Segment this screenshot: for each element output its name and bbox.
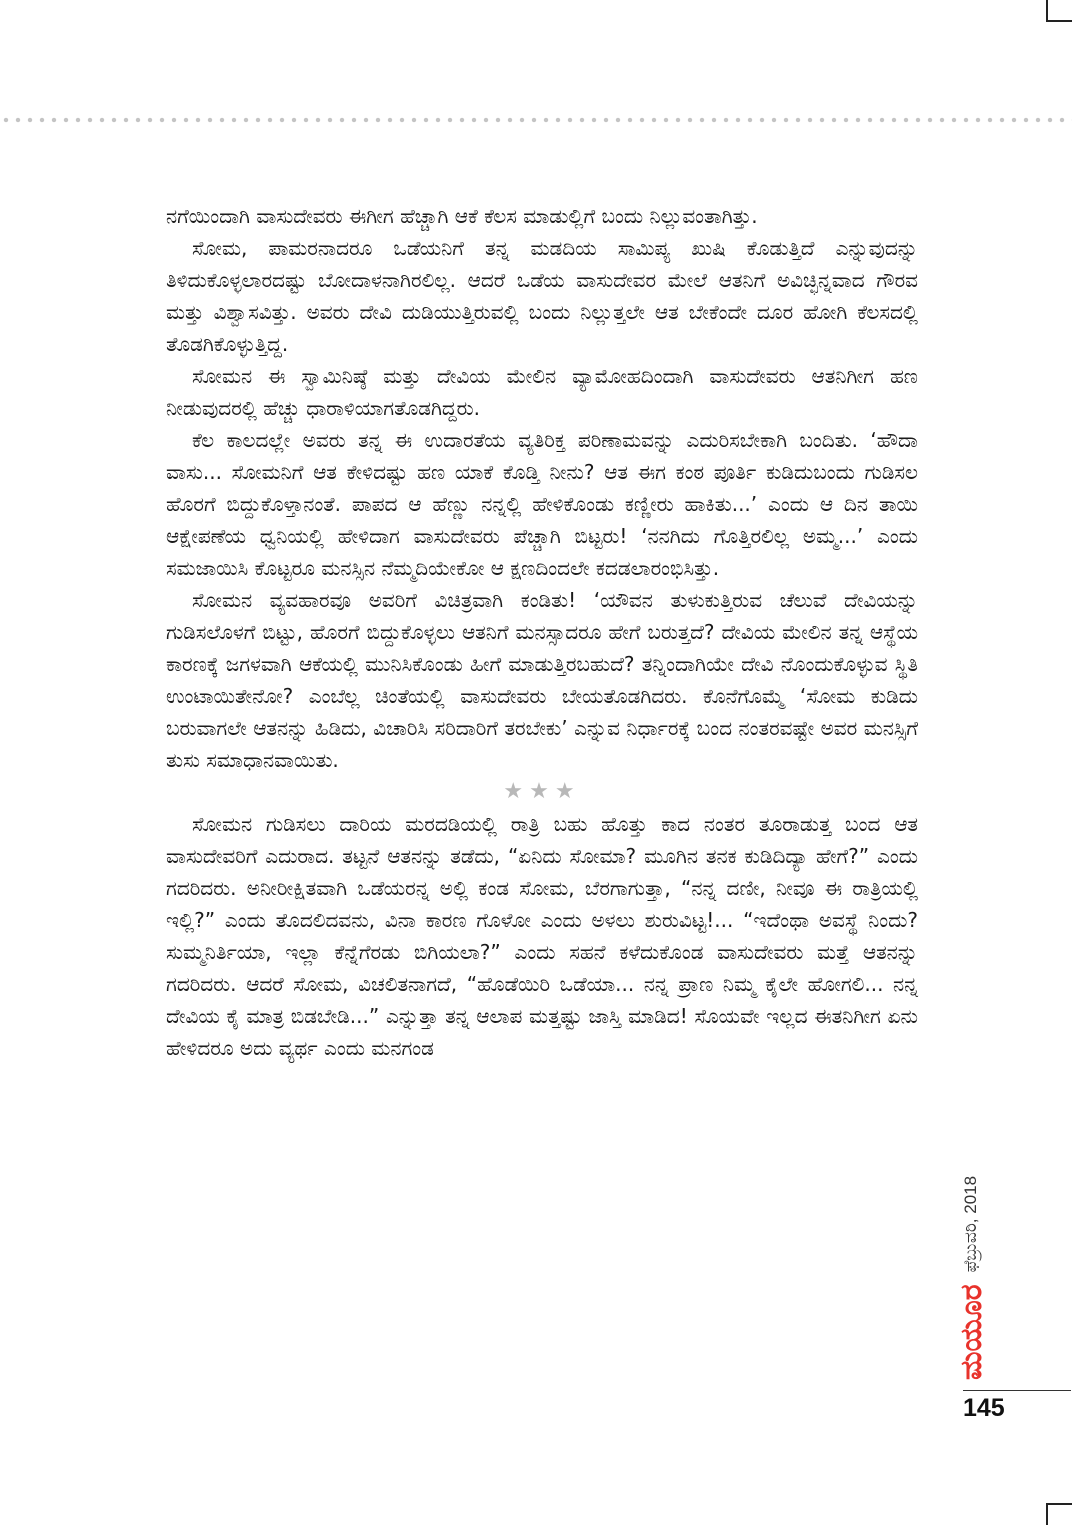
paragraph: ನಗೆಯಿಂದಾಗಿ ವಾಸುದೇವರು ಈಗೀಗ ಹೆಚ್ಚಾಗಿ ಆಕೆ ಕೆಲಸ ಮಾಡುಲ್ಲಿಗೆ ಬಂದು ನಿಲ್ಲುವಂತಾಗಿತ್ತು.: [166, 204, 758, 228]
magazine-name: ಮಯೂರ: [953, 1284, 989, 1380]
dotted-divider: [0, 117, 1072, 123]
article-body: [166, 200, 918, 1064]
page-number: 145: [963, 1394, 1005, 1422]
crop-mark-top-right-h: [1046, 20, 1072, 22]
page-number-rule: [963, 1390, 1071, 1391]
paragraph: ಸೋಮ, ಪಾಮರನಾದರೂ ಒಡೆಯನಿಗೆ ತನ್ನ ಮಡದಿಯ ಸಾಮಿಪ್ಯ ಖುಷಿ ಕೊಡುತ್ತಿದೆ ಎನ್ನುವುದನ್ನು ತಿಳಿದುಕೊಳ್ಳಲಾರದಷ್ಟು ಬೋದಾಳನಾಗಿರಲಿಲ್ಲ. ಆದರೆ ಒಡೆಯ ವಾಸುದೇವರ ಮೇಲೆ ಆತನಿಗೆ ಅವಿಚ್ಛಿನ್ನವಾದ ಗೌರವ ಮತ್ತು ವಿಶ್ವಾಸವಿತ್ತು. ಅವರು ದೇವಿ ದುಡಿಯುತ್ತಿರುವಲ್ಲಿ ಬಂದು ನಿಲ್ಲುತ್ತಲೇ ಆತ ಬೇಕೆಂದೇ ದೂರ ಹೋಗಿ ಕೆಲಸದಲ್ಲಿ ತೊಡಗಿಕೊಳ್ಳುತ್ತಿದ್ದ.: [166, 236, 918, 356]
issue-date: ಫೆಬ್ರುವರಿ, 2018: [961, 1175, 980, 1273]
magazine-sidebar: [948, 1100, 994, 1380]
paragraph: ಕೆಲ ಕಾಲದಲ್ಲೇ ಅವರು ತನ್ನ ಈ ಉದಾರತೆಯ ವ್ಯತಿರಿಕ್ತ ಪರಿಣಾಮವನ್ನು ಎದುರಿಸಬೇಕಾಗಿ ಬಂದಿತು. ‘ಹೌದಾ ವಾಸು... ಸೋಮನಿಗೆ ಆತ ಕೇಳಿದಷ್ಟು ಹಣ ಯಾಕೆ ಕೊಡ್ತಿ ನೀನು? ಆತ ಈಗ ಕಂಠ ಪೂರ್ತಿ ಕುಡಿದುಬಂದು ಗುಡಿಸಲ ಹೊರಗೆ ಬಿದ್ದುಕೊಳ್ತಾನಂತೆ. ಪಾಪದ ಆ ಹೆಣ್ಣು ನನ್ನಲ್ಲಿ ಹೇಳಿಕೊಂಡು ಕಣ್ಣೀರು ಹಾಕಿತು...’ ಎಂದು ಆ ದಿನ ತಾಯಿ ಆಕ್ಷೇಪಣೆಯ ಧ್ವನಿಯಲ್ಲಿ ಹೇಳಿದಾಗ ವಾಸುದೇವರು ಪೆಚ್ಚಾಗಿ ಬಿಟ್ಟರು! ‘ನನಗಿದು ಗೊತ್ತಿರಲಿಲ್ಲ ಅಮ್ಮ...’ ಎಂದು ಸಮಜಾಯಿಸಿ ಕೊಟ್ಟರೂ ಮನಸ್ಸಿನ ನೆಮ್ಮದಿಯೇಕೋ ಆ ಕ್ಷಣದಿಂದಲೇ ಕದಡಲಾರಂಭಿಸಿತ್ತು.: [166, 428, 918, 580]
crop-mark-top-right: [1046, 0, 1048, 22]
crop-mark-bottom-right-h: [1046, 1503, 1072, 1505]
section-divider: ★★★: [503, 779, 581, 804]
paragraph: ಸೋಮನ ಈ ಸ್ವಾಮಿನಿಷ್ಠೆ ಮತ್ತು ದೇವಿಯ ಮೇಲಿನ ವ್ಯಾಮೋಹದಿಂದಾಗಿ ವಾಸುದೇವರು ಆತನಿಗೀಗ ಹಣ ನೀಡುವುದರಲ್ಲಿ ಹೆಚ್ಚು ಧಾರಾಳಿಯಾಗತೊಡಗಿದ್ದರು.: [166, 364, 918, 420]
paragraph: ಸೋಮನ ಗುಡಿಸಲು ದಾರಿಯ ಮರದಡಿಯಲ್ಲಿ ರಾತ್ರಿ ಬಹು ಹೊತ್ತು ಕಾದ ನಂತರ ತೂರಾಡುತ್ತ ಬಂದ ಆತ ವಾಸುದೇವರಿಗೆ ಎದುರಾದ. ತಟ್ಟನೆ ಆತನನ್ನು ತಡೆದು, “ಏನಿದು ಸೋಮಾ? ಮೂಗಿನ ತನಕ ಕುಡಿದಿದ್ಯಾ ಹೇಗೆ?” ಎಂದು ಗದರಿದರು. ಅನೀರೀಕ್ಷಿತವಾಗಿ ಒಡೆಯರನ್ನ ಅಲ್ಲಿ ಕಂಡ ಸೋಮ, ಬೆರಗಾಗುತ್ತಾ, “ನನ್ನ ದಣೀ, ನೀವೂ ಈ ರಾತ್ರಿಯಲ್ಲಿ ಇಲ್ಲಿ?” ಎಂದು ತೊದಲಿದವನು, ವಿನಾ ಕಾರಣ ಗೊಳೋ ಎಂದು ಅಳಲು ಶುರುವಿಟ್ಟ!... “ಇದೆಂಥಾ ಅವಸ್ಥೆ ನಿಂದು? ಸುಮ್ಮನಿರ್ತಿಯಾ, ಇಲ್ಲಾ ಕೆನ್ನೆಗೆರಡು ಬಿಗಿಯಲಾ?” ಎಂದು ಸಹನೆ ಕಳೆದುಕೊಂಡ ವಾಸುದೇವರು ಮತ್ತೆ ಆತನನ್ನು ಗದರಿದರು. ಆದರೆ ಸೋಮ, ವಿಚಲಿತನಾಗದೆ, “ಹೊಡೆಯಿರಿ ಒಡೆಯಾ... ನನ್ನ ಪ್ರಾಣ ನಿಮ್ಮ ಕೈಲೇ ಹೋಗಲಿ... ನನ್ನ ದೇವಿಯ ಕೈ ಮಾತ್ರ ಬಿಡಬೇಡಿ...” ಎನ್ನುತ್ತಾ ತನ್ನ ಆಲಾಪ ಮತ್ತಷ್ಟು ಜಾಸ್ತಿ ಮಾಡಿದ! ಸೊಯವೇ ಇಲ್ಲದ ಈತನಿಗೀಗ ಏನು ಹೇಳಿದರೂ ಅದು ವ್ಯರ್ಥ ಎಂದು ಮನಗಂಡ: [166, 812, 918, 1060]
crop-mark-bottom-right: [1046, 1503, 1048, 1525]
paragraph: ಸೋಮನ ವ್ಯವಹಾರವೂ ಅವರಿಗೆ ವಿಚಿತ್ರವಾಗಿ ಕಂಡಿತು! ‘ಯೌವನ ತುಳುಕುತ್ತಿರುವ ಚೆಲುವೆ ದೇವಿಯನ್ನು ಗುಡಿಸಲೊಳಗೆ ಬಿಟ್ಟು, ಹೊರಗೆ ಬಿದ್ದುಕೊಳ್ಳಲು ಆತನಿಗೆ ಮನಸ್ಸಾದರೂ ಹೇಗೆ ಬರುತ್ತದೆ? ದೇವಿಯ ಮೇಲಿನ ತನ್ನ ಆಸ್ಥೆಯ ಕಾರಣಕ್ಕೆ ಜಗಳವಾಗಿ ಆಕೆಯಲ್ಲಿ ಮುನಿಸಿಕೊಂಡು ಹೀಗೆ ಮಾಡುತ್ತಿರಬಹುದೆ? ತನ್ನಿಂದಾಗಿಯೇ ದೇವಿ ನೊಂದುಕೊಳ್ಳುವ ಸ್ಥಿತಿ ಉಂಟಾಯಿತೇನೋ? ಎಂಬೆಲ್ಲ ಚಿಂತೆಯಲ್ಲಿ ವಾಸುದೇವರು ಬೇಯತೊಡಗಿದರು. ಕೊನೆಗೊಮ್ಮೆ ‘ಸೋಮ ಕುಡಿದು ಬರುವಾಗಲೇ ಆತನನ್ನು ಹಿಡಿದು, ವಿಚಾರಿಸಿ ಸರಿದಾರಿಗೆ ತರಬೇಕು’ ಎನ್ನುವ ನಿರ್ಧಾರಕ್ಕೆ ಬಂದ ನಂತರವಷ್ಟೇ ಅವರ ಮನಸ್ಸಿಗೆ ತುಸು ಸಮಾಧಾನವಾಯಿತು.: [166, 588, 918, 772]
